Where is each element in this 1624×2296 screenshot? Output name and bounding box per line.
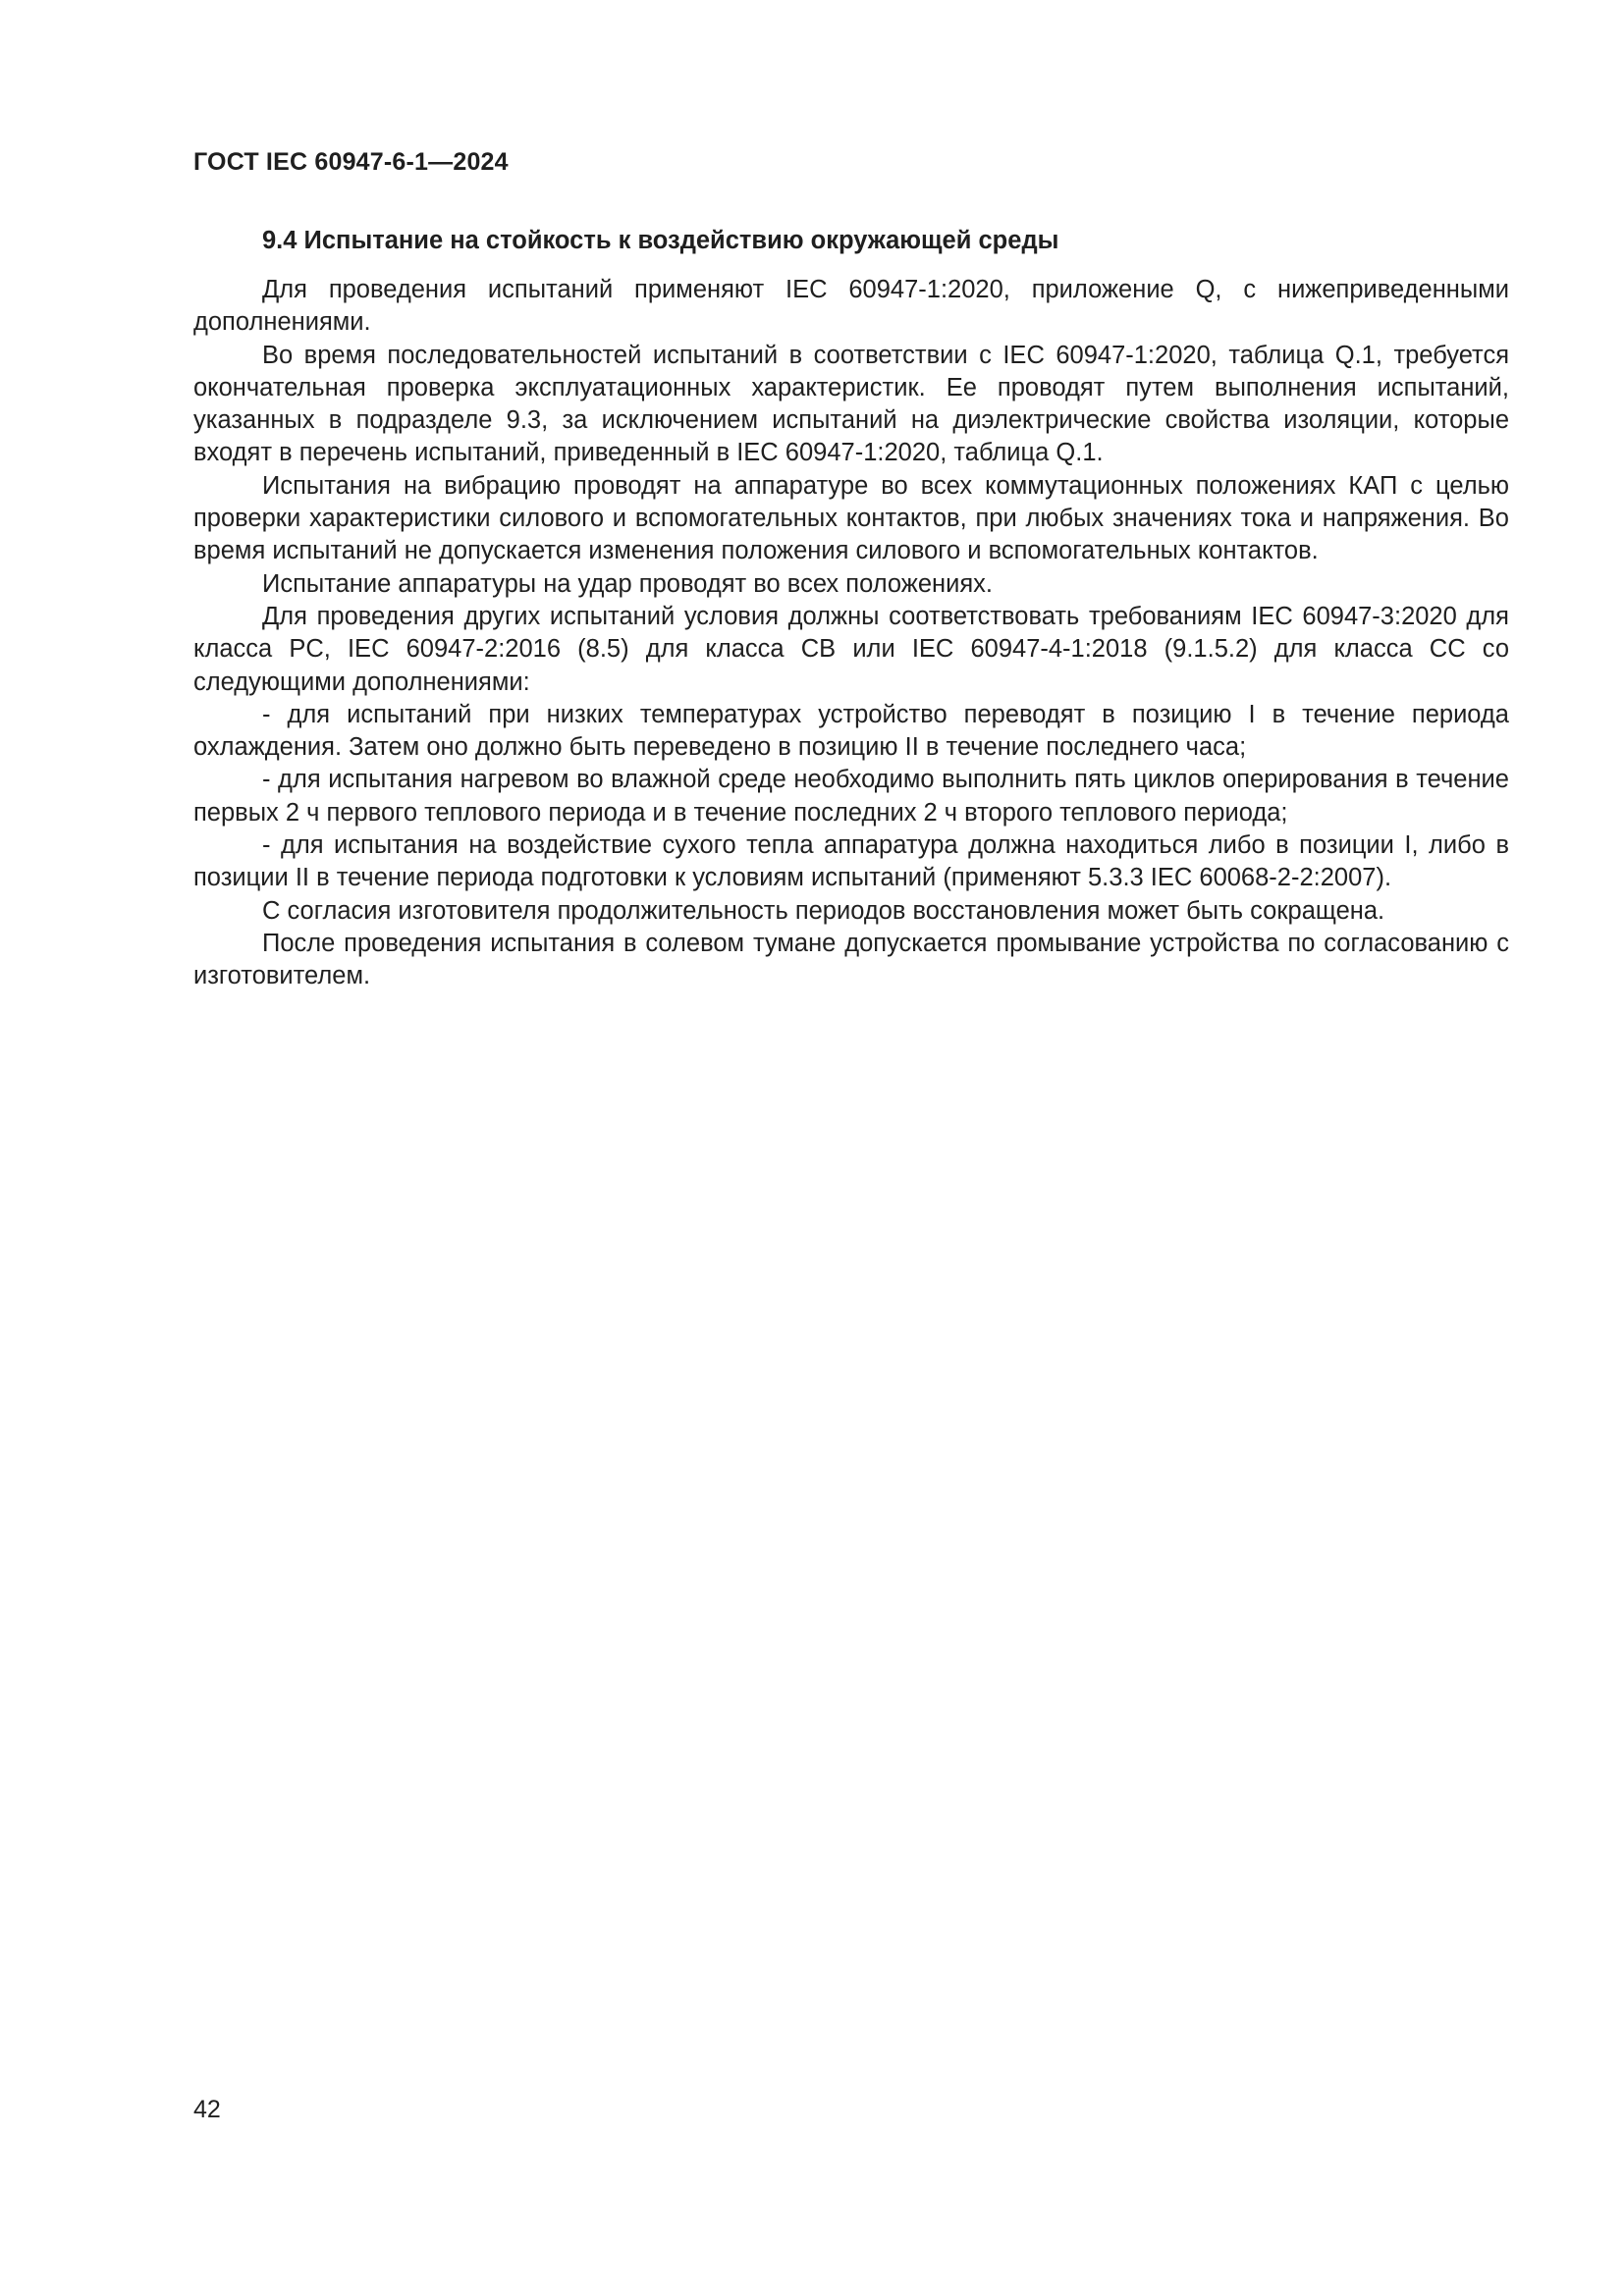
paragraph-shock-tests: Испытание аппаратуры на удар проводят во всех положениях.: [262, 569, 993, 598]
list-item-dry-heat: - для испытания на воздействие сухого тепла аппаратура должна находиться либо в позиции I, либо в позиции II в течение периода подготовки к условиям испытаний (применяют 5.3.3 IEC 60068-2-2:2007).: [193, 831, 1509, 892]
section-title: 9.4 Испытание на стойкость к воздействию окружающей среды: [262, 227, 1059, 254]
paragraph-test-sequences: Во время последовательностей испытаний в соответствии с IEC 60947-1:2020, таблица Q.1, требуется окончательная проверка эксплуатационных характеристик. Ее проводят путем выполнения испытаний, указанных в подразделе 9.3, за исключением испытаний на диэлектрические свойства изоляции, которые входят в перечень испытаний, приведенный в IEC 60947-1:2020, таблица Q.1.: [193, 341, 1509, 467]
document-body: [193, 225, 1509, 993]
list-item-damp-heat: - для испытания нагревом во влажной среде необходимо выполнить пять циклов оперирования в течение первых 2 ч первого теплового периода и в течение последних 2 ч второго теплового периода;: [193, 766, 1509, 827]
paragraph-recovery-periods: С согласия изготовителя продолжительность периодов восстановления может быть сокращена.: [262, 896, 1385, 925]
paragraph-salt-mist: После проведения испытания в солевом тумане допускается промывание устройства по согласованию с изготовителем.: [193, 929, 1509, 990]
paragraph-vibration-tests: Испытания на вибрацию проводят на аппаратуре во всех коммутационных положениях КАП с целью проверки характеристики силового и вспомогательных контактов, при любых значениях тока и напряжения. Во время испытаний не допускается изменения положения силового и вспомогательных контактов.: [193, 471, 1509, 565]
document-code-header: ГОСТ IEC 60947-6-1—2024: [193, 148, 509, 176]
list-item-low-temperature: - для испытаний при низких температурах устройство переводят в позицию I в течение периода охлаждения. Затем оно должно быть переведено в позицию II в течение последнего часа;: [193, 700, 1509, 762]
paragraph-other-tests: Для проведения других испытаний условия должны соответствовать требованиям IEC 60947-3:2020 для класса PC, IEC 60947-2:2016 (8.5) для класса CB или IEC 60947-4-1:2018 (9.1.5.2) для класса CC со следующими дополнениями:: [193, 602, 1509, 696]
page-number: 42: [193, 2096, 221, 2123]
paragraph-intro: Для проведения испытаний применяют IEC 60947-1:2020, приложение Q, с нижеприведенными дополнениями.: [193, 276, 1509, 337]
